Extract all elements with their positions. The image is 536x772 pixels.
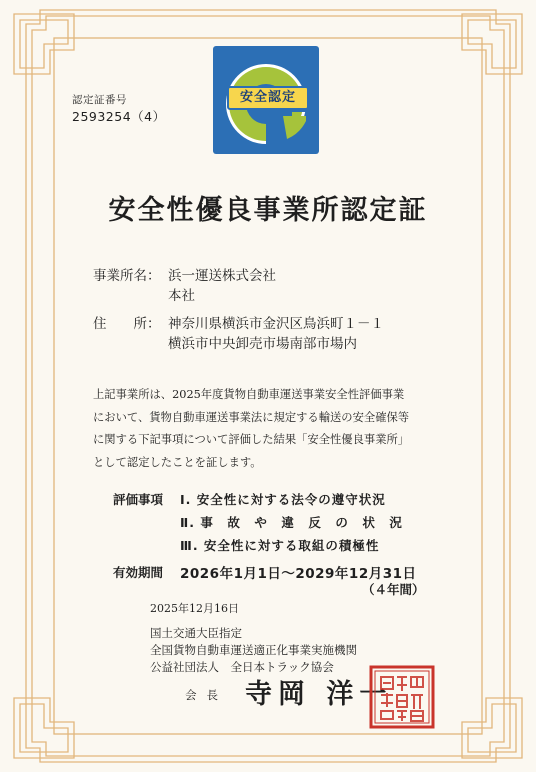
- validity-period: 2026年1月1日～2029年12月31日: [180, 566, 417, 582]
- evaluation-label: 評価事項: [113, 492, 164, 507]
- president-title: 会長: [185, 688, 228, 702]
- safety-certification-badge: 安全認定: [227, 86, 309, 110]
- evaluation-item-1: Ⅰ. 安全性に対する法令の遵守状況: [180, 492, 386, 507]
- statement-line: において、貨物自動車運送事業法に規定する輸送の安全確保等: [93, 410, 410, 424]
- validity-years: （４年間）: [362, 582, 425, 597]
- evaluation-item-3: Ⅲ. 安全性に対する取組の積極性: [180, 538, 380, 553]
- statement-line: に関する下記事項について評価した結果「安全性優良事業所」: [93, 433, 410, 446]
- address-line-2: 横浜市中央卸売市場南部市場内: [168, 336, 357, 352]
- office-branch: 本社: [168, 288, 195, 304]
- evaluation-item-2: Ⅱ. 事 故 や 違 反 の 状 況: [180, 515, 403, 530]
- validity-label: 有効期間: [113, 565, 164, 580]
- certificate-number-label: 認定証番号: [72, 94, 127, 106]
- g-mark-logo: [213, 46, 319, 154]
- issuer-line-3: 公益社団法人 全日本トラック協会: [150, 660, 334, 674]
- office-name-label: 事業所名：: [93, 268, 161, 284]
- certificate-title: 安全性優良事業所認定証: [108, 195, 428, 226]
- certificate-number: 2593254（4）: [72, 109, 166, 124]
- office-name: 浜一運送株式会社: [168, 268, 276, 284]
- issue-date: 2025年12月16日: [150, 602, 239, 615]
- statement-line: 上記事業所は、2025年度貨物自動車運送事業安全性評価事業: [93, 388, 405, 401]
- address-label: 住 所：: [93, 316, 161, 332]
- issuer-line-1: 国土交通大臣指定: [150, 626, 242, 640]
- president-name: 寺岡 洋一: [245, 679, 393, 710]
- red-seal-stamp-icon: [369, 665, 435, 729]
- issuer-line-2: 全国貨物自動車運送適正化事業実施機関: [150, 643, 357, 657]
- certification-statement: [93, 384, 463, 474]
- statement-line: として認定したことを証します。: [93, 455, 262, 469]
- address-line-1: 神奈川県横浜市金沢区鳥浜町１－１: [168, 316, 384, 332]
